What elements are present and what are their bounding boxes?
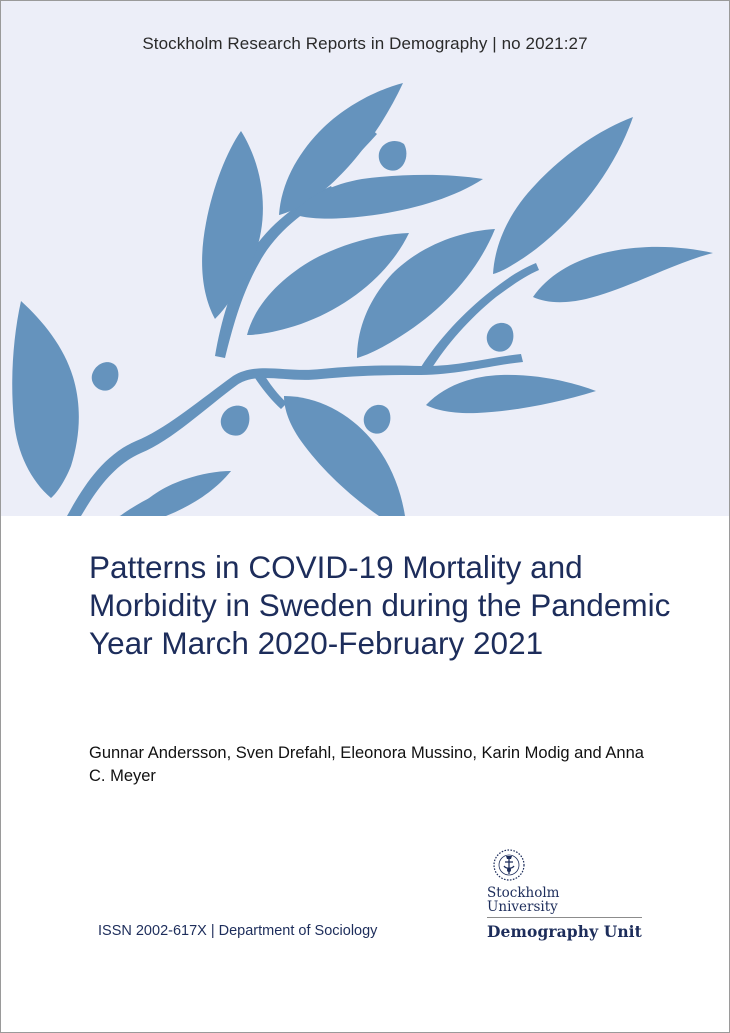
university-wordmark: [487, 887, 559, 914]
report-series-line: Stockholm Research Reports in Demography | no 2021:27: [142, 34, 588, 53]
demography-unit-label: Demography Unit: [487, 922, 642, 941]
university-name-line2: University: [487, 898, 558, 915]
stockholm-university-logo: [487, 847, 647, 947]
issn-department-line: ISSN 2002-617X | Department of Sociology: [98, 923, 378, 939]
cover-banner: [1, 1, 729, 516]
university-seal-icon: [487, 847, 527, 887]
report-title: Patterns in COVID-19 Mortality and Morbidity in Sweden during the Pandemic Year March 2020-February 2021: [89, 549, 671, 661]
olive-branch-illustration: [1, 1, 729, 516]
university-name-line1: Stockholm: [487, 885, 560, 901]
logo-divider: [487, 917, 642, 918]
report-authors: Gunnar Andersson, Sven Drefahl, Eleonora Mussino, Karin Modig and Anna C. Meyer: [89, 744, 644, 785]
